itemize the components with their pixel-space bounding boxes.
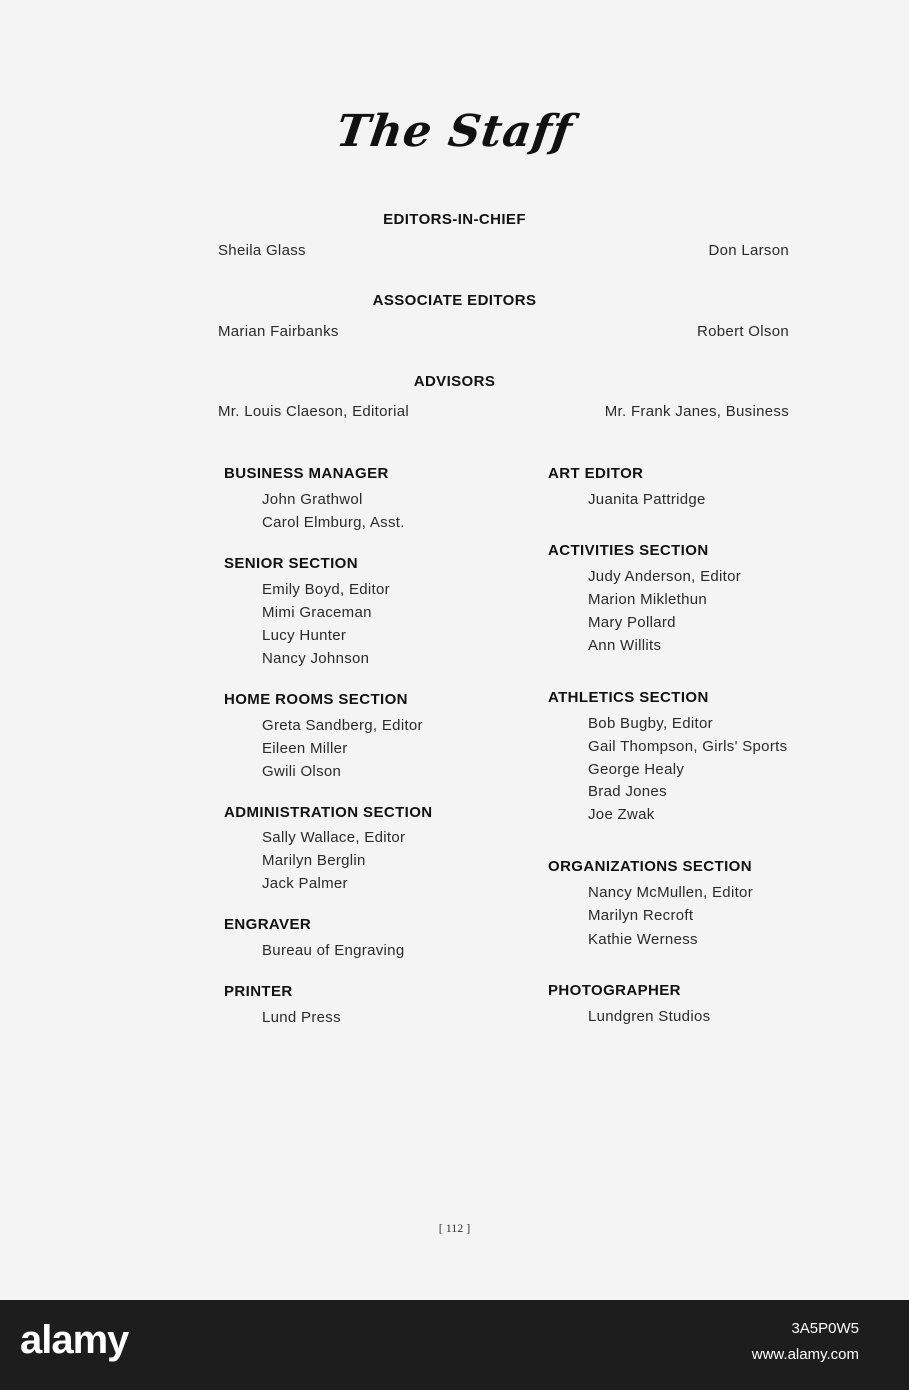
staff-name: Kathie Werness [588, 931, 698, 948]
staff-name: Lund Press [262, 1009, 341, 1026]
footer-url: www.alamy.com [751, 1346, 859, 1363]
staff-name: Brad Jones [588, 783, 667, 800]
advisors-heading: ADVISORS [413, 373, 496, 390]
associate-editor-left: Marian Fairbanks [218, 323, 339, 340]
section-heading: ORGANIZATIONS SECTION [548, 858, 752, 875]
staff-name: Nancy Johnson [262, 650, 370, 667]
staff-name: Nancy McMullen, Editor [588, 884, 753, 901]
section-heading: PHOTOGRAPHER [548, 982, 681, 999]
staff-name: Bureau of Engraving [262, 942, 405, 959]
page-number: [ 112 ] [438, 1221, 471, 1235]
staff-name: Lucy Hunter [262, 627, 347, 644]
staff-name: Jack Palmer [262, 875, 348, 892]
advisor-left: Mr. Louis Claeson, Editorial [218, 403, 409, 420]
alamy-logo: alamy [20, 1318, 129, 1362]
image-code: 3A5P0W5 [791, 1320, 859, 1337]
staff-name: Mary Pollard [588, 614, 676, 631]
section-heading: SENIOR SECTION [224, 555, 358, 572]
staff-name: George Healy [588, 761, 685, 778]
staff-name: Sally Wallace, Editor [262, 829, 406, 846]
editor-in-chief-right: Don Larson [708, 242, 789, 259]
staff-name: Marilyn Recroft [588, 907, 694, 924]
staff-name: Greta Sandberg, Editor [262, 717, 423, 734]
associate-editors-heading: ASSOCIATE EDITORS [372, 292, 537, 309]
staff-name: Joe Zwak [588, 806, 655, 823]
stock-footer-bar [0, 1300, 909, 1390]
section-heading: ART EDITOR [548, 465, 644, 482]
section-heading: ATHLETICS SECTION [548, 689, 709, 706]
staff-name: Gwili Olson [262, 763, 342, 780]
staff-name: Eileen Miller [262, 740, 348, 757]
staff-name: Carol Elmburg, Asst. [262, 514, 405, 531]
section-heading: PRINTER [224, 983, 293, 1000]
associate-editor-right: Robert Olson [697, 323, 789, 340]
staff-name: Gail Thompson, Girls' Sports [588, 738, 788, 755]
editors-in-chief-heading: EDITORS-IN-CHIEF [383, 211, 526, 228]
staff-name: Mimi Graceman [262, 604, 372, 621]
section-heading: ENGRAVER [224, 916, 312, 933]
staff-name: Marion Miklethun [588, 591, 708, 608]
staff-name: Judy Anderson, Editor [588, 568, 742, 585]
section-heading: HOME ROOMS SECTION [224, 691, 408, 708]
section-heading: ADMINISTRATION SECTION [224, 804, 433, 821]
advisor-right: Mr. Frank Janes, Business [604, 403, 789, 420]
page-title: The Staff [333, 106, 576, 157]
staff-name: Lundgren Studios [588, 1008, 711, 1025]
section-heading: BUSINESS MANAGER [224, 465, 389, 482]
staff-name: Marilyn Berglin [262, 852, 366, 869]
staff-name: Ann Willits [588, 637, 662, 654]
section-heading: ACTIVITIES SECTION [548, 542, 709, 559]
staff-name: Juanita Pattridge [588, 491, 706, 508]
editor-in-chief-left: Sheila Glass [218, 242, 306, 259]
staff-name: Bob Bugby, Editor [588, 715, 713, 732]
staff-name: John Grathwol [262, 491, 363, 508]
staff-name: Emily Boyd, Editor [262, 581, 390, 598]
